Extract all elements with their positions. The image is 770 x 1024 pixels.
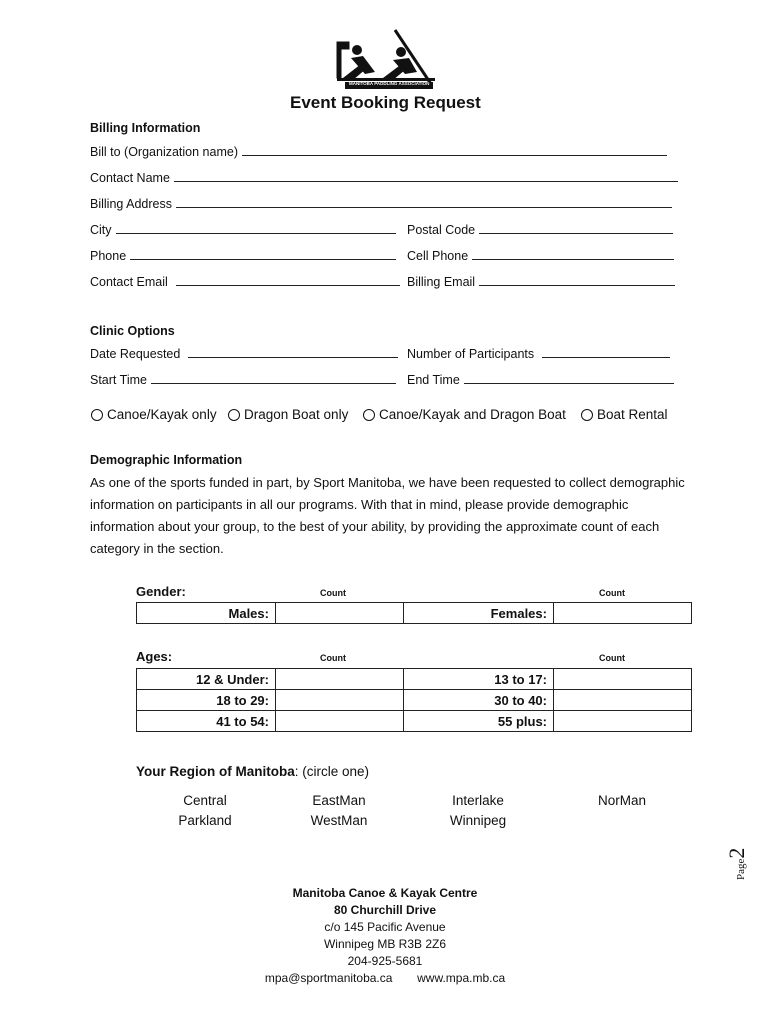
males-label: Males: — [137, 603, 276, 624]
age-count-cell[interactable] — [276, 690, 404, 711]
footer-co: c/o 145 Pacific Avenue — [324, 920, 446, 934]
age-count-cell[interactable] — [554, 690, 692, 711]
cell-phone-label: Cell Phone — [407, 249, 469, 263]
age-count-cell[interactable] — [554, 669, 692, 690]
region-interlake[interactable]: Interlake — [452, 793, 504, 808]
contact-email-field[interactable] — [90, 273, 400, 289]
table-row — [137, 603, 692, 624]
region-winnipeg[interactable]: Winnipeg — [449, 813, 507, 828]
count-header: Count — [320, 653, 346, 663]
paddling-logo — [335, 28, 437, 90]
logo-caption: MANITOBA PADDLING ASSOCIATION — [349, 81, 430, 86]
footer — [185, 885, 585, 987]
footer-phone: 204-925-5681 — [347, 954, 423, 968]
footer-email-link[interactable]: mpa@sportmanitoba.ca — [264, 971, 393, 985]
end-time-field[interactable] — [407, 371, 674, 387]
radio-circle-icon — [581, 409, 593, 421]
billing-address-field[interactable] — [90, 195, 672, 211]
region-central[interactable]: Central — [183, 793, 227, 808]
region-eastman[interactable]: EastMan — [312, 793, 366, 808]
females-count-cell[interactable] — [554, 603, 692, 624]
radio-circle-icon — [228, 409, 240, 421]
start-time-label: Start Time — [90, 373, 147, 387]
billing-email-field[interactable] — [407, 273, 675, 289]
age-count-cell[interactable] — [276, 711, 404, 732]
cell-phone-field[interactable] — [407, 247, 674, 263]
city-label: City — [90, 223, 112, 237]
age-count-cell[interactable] — [554, 711, 692, 732]
page-title: Event Booking Request — [290, 93, 481, 112]
demographic-heading: Demographic Information — [90, 453, 243, 467]
postal-code-field[interactable] — [407, 221, 673, 237]
footer-city: Winnipeg MB R3B 2Z6 — [323, 937, 447, 951]
page-digit: 2 — [724, 847, 749, 859]
billing-email-label: Billing Email — [407, 275, 476, 289]
option-canoe-and-dragon[interactable]: Canoe/Kayak and Dragon Boat — [363, 407, 566, 422]
billing-heading: Billing Information — [90, 121, 201, 135]
ages-table — [136, 668, 692, 732]
count-header: Count — [599, 653, 625, 663]
footer-org: Manitoba Canoe & Kayak Centre — [292, 886, 478, 900]
count-header: Count — [599, 588, 625, 598]
phone-field[interactable] — [90, 247, 396, 263]
contact-name-label: Contact Name — [90, 171, 170, 185]
footer-street: 80 Churchill Drive — [333, 903, 437, 917]
radio-circle-icon — [363, 409, 375, 421]
ages-label: Ages: — [136, 649, 173, 664]
radio-circle-icon — [91, 409, 103, 421]
demographic-paragraph: As one of the sports funded in part, by Sport Manitoba, we have been requested to collect demographic information on participants in all our programs. With that in mind, please provide demographic information about your group, to the best of your ability, by providing the approximate count of each category in the section. — [90, 475, 685, 556]
table-row — [137, 690, 692, 711]
table-row — [137, 711, 692, 732]
females-label: Females: — [404, 603, 554, 624]
page-word: Page — [735, 858, 747, 880]
age-label: 12 & Under: — [137, 669, 276, 690]
num-participants-field[interactable] — [407, 345, 670, 361]
phone-label: Phone — [90, 249, 127, 263]
option-dragon-boat[interactable]: Dragon Boat only — [228, 407, 348, 422]
bill-to-field[interactable] — [90, 143, 667, 159]
city-field[interactable] — [90, 221, 396, 237]
page-number — [724, 847, 754, 940]
end-time-label: End Time — [407, 373, 460, 387]
age-count-cell[interactable] — [276, 669, 404, 690]
table-row — [137, 669, 692, 690]
num-participants-label: Number of Participants — [407, 347, 535, 361]
billing-address-label: Billing Address — [90, 197, 172, 211]
contact-email-label: Contact Email — [90, 275, 168, 289]
start-time-field[interactable] — [90, 371, 396, 387]
contact-name-field[interactable] — [90, 169, 678, 185]
footer-web-link[interactable]: www.mpa.mb.ca — [417, 971, 506, 985]
gender-label: Gender: — [136, 584, 186, 599]
region-norman[interactable]: NorMan — [597, 793, 646, 808]
age-label: 55 plus: — [404, 711, 554, 732]
males-count-cell[interactable] — [276, 603, 404, 624]
age-label: 41 to 54: — [137, 711, 276, 732]
date-requested-field[interactable] — [90, 345, 398, 361]
gender-table — [136, 602, 692, 624]
count-header: Count — [320, 588, 346, 598]
clinic-heading: Clinic Options — [90, 324, 175, 338]
postal-code-label: Postal Code — [407, 223, 476, 237]
date-requested-label: Date Requested — [90, 347, 181, 361]
option-canoe-kayak[interactable]: Canoe/Kayak only — [91, 407, 217, 422]
age-label: 18 to 29: — [137, 690, 276, 711]
region-label: Your Region of Manitoba: (circle one) — [136, 764, 370, 779]
bill-to-label: Bill to (Organization name) — [90, 145, 238, 159]
region-parkland[interactable]: Parkland — [178, 813, 232, 828]
age-label: 30 to 40: — [404, 690, 554, 711]
option-boat-rental[interactable]: Boat Rental — [581, 407, 668, 422]
region-westman[interactable]: WestMan — [310, 813, 368, 828]
age-label: 13 to 17: — [404, 669, 554, 690]
